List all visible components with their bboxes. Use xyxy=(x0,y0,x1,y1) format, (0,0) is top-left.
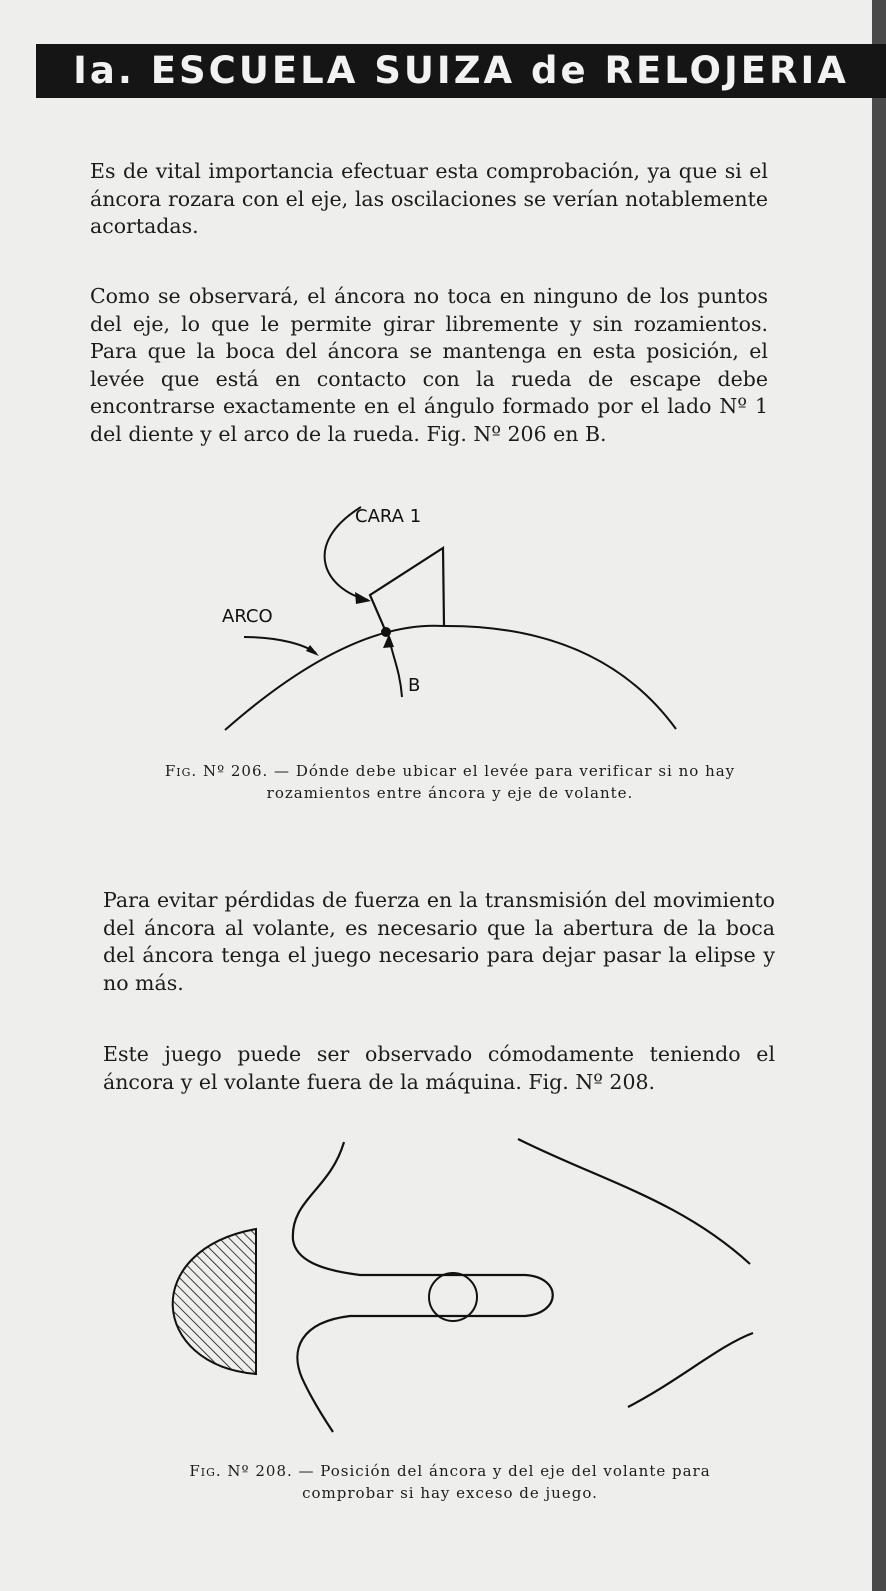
escape-wheel-arc-right xyxy=(444,626,676,729)
cara-arrowhead xyxy=(355,592,371,604)
caption-206-text: Nº 206. — Dónde debe ubicar el levée para verificar si no hay rozamientos entre áncora y eje de volante. xyxy=(202,762,736,802)
figure-208-caption xyxy=(150,1460,750,1504)
balance-roller-hatched xyxy=(173,1229,256,1374)
paragraph-2: Como se observará, el áncora no toca en ninguno de los puntos del eje, lo que le permite girar libremente y sin rozamientos. Para que la boca del áncora se mantenga en esta posición, el levée que está en contacto con la rueda de escape debe encontrarse exactamente en el ángulo formado por el lado Nº 1 del diente y el arco de la rueda. Fig. Nº 206 en B. xyxy=(90,284,768,446)
label-b: B xyxy=(408,675,421,696)
caption-206-prefix: Fig. xyxy=(164,762,198,780)
label-cara: CARA 1 xyxy=(355,506,422,527)
ellipse-pin xyxy=(429,1273,477,1321)
arco-arrow xyxy=(244,637,316,653)
caption-208-text: Nº 208. — Posición del áncora y del eje del volante para comprobar si hay exceso de juego. xyxy=(227,1462,711,1502)
label-arco: ARCO xyxy=(222,606,273,627)
paragraph-3: Para evitar pérdidas de fuerza en la transmisión del movimiento del áncora al volante, es necesario que la abertura de la boca del áncora tenga el juego necesario para dejar pasar la elipse y no más. xyxy=(103,888,775,995)
caption-208-prefix: Fig. xyxy=(189,1462,222,1480)
header-band xyxy=(36,44,886,98)
fork-outline-upper xyxy=(293,1142,553,1432)
paragraph-1: Es de vital importancia efectuar esta comprobación, ya que si el áncora rozara con el eje, las oscilaciones se verían notablemente acortadas. xyxy=(90,159,768,238)
anchor-body-lower xyxy=(628,1333,753,1407)
figure-206-diagram xyxy=(0,490,886,740)
figure-208-diagram xyxy=(0,1130,886,1440)
paragraph-4: Este juego puede ser observado cómodamente teniendo el áncora y el volante fuera de la máquina. Fig. Nº 208. xyxy=(103,1042,775,1094)
escape-wheel-tooth xyxy=(370,548,444,632)
arco-arrowhead xyxy=(306,645,319,656)
figure-206-caption xyxy=(150,760,750,804)
page-title: Ia. ESCUELA SUIZA de RELOJERIA xyxy=(73,49,849,92)
anchor-body-upper xyxy=(518,1139,750,1264)
